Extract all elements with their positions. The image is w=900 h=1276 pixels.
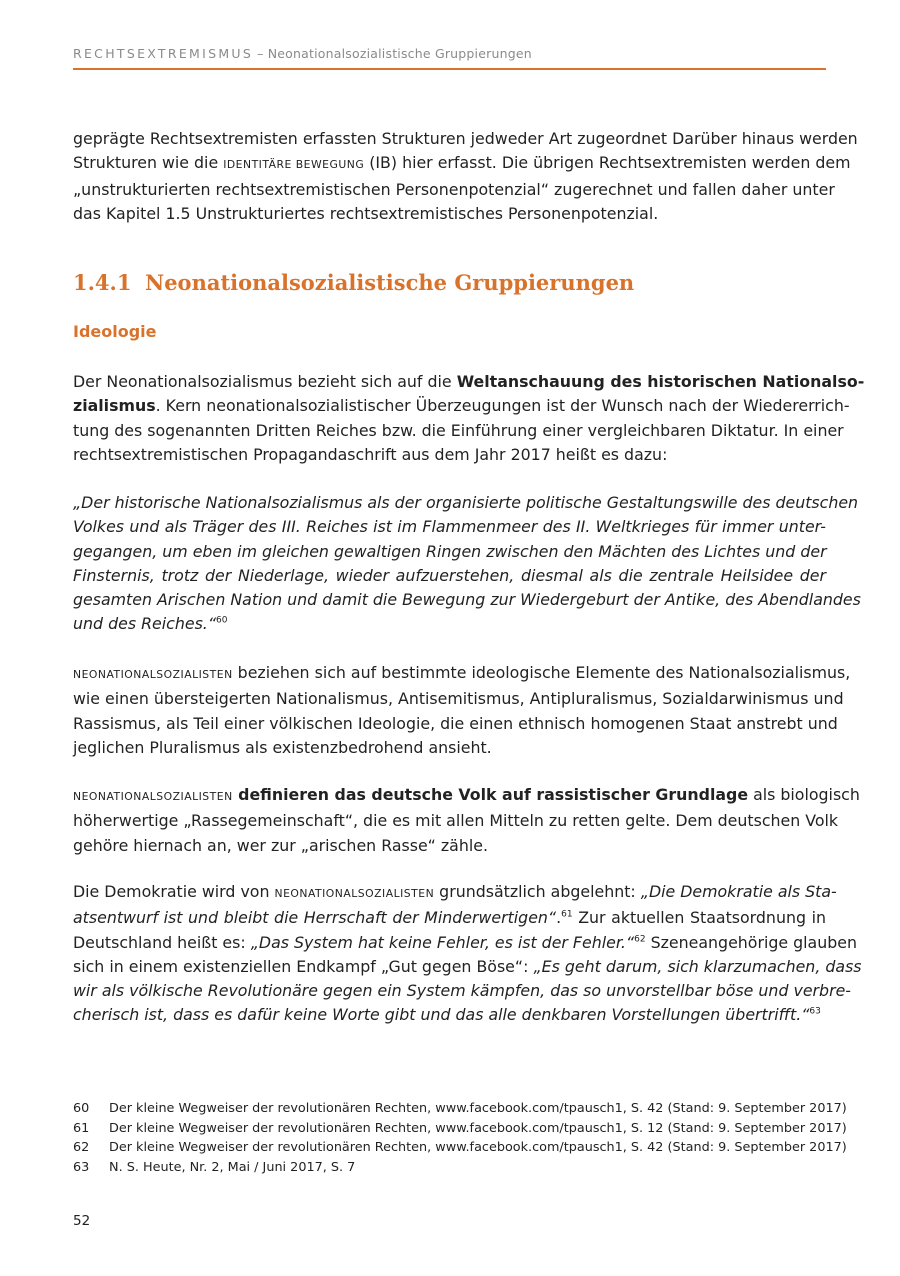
- quote-line: und des Reiches.“$^{60}$: [73, 614, 228, 634]
- header-subtitle: – Neonationalsozialistische Gruppierungen: [257, 46, 532, 61]
- text-line: „unstrukturierten rechtsextremistischen Personenpotenzial“ zugerechnet und fallen daher unter: [73, 179, 835, 199]
- footnote-text: Der kleine Wegweiser der revolutionären Rechten, www.facebook.com/tpausch1, S. 42 (Stand: 9. September 2017): [109, 1140, 847, 1155]
- text-line: NEONATIONALSOZIALISTEN definieren das deutsche Volk auf rassistischer Grundlage als biologisch: [73, 785, 860, 804]
- text-line: tung des sogenannten Dritten Reiches bzw. die Einführung einer vergleichbaren Diktatur. In einer: [73, 420, 844, 440]
- footnote-text: Der kleine Wegweiser der revolutionären Rechten, www.facebook.com/tpausch1, S. 42 (Stand: 9. September 2017): [109, 1101, 847, 1116]
- footnote-ref: 61: [561, 910, 573, 921]
- footnote-number: 60: [73, 1101, 90, 1116]
- running-header: [73, 46, 826, 70]
- paragraph-elements: [73, 661, 851, 760]
- small-caps-term: IDENTITÄRE BEWEGUNG: [223, 158, 365, 172]
- footnote-ref: 63: [809, 1007, 821, 1018]
- page-number: 52: [73, 1213, 91, 1229]
- section-title: Neonationalsozialistische Gruppierungen: [145, 270, 635, 295]
- footnote-text: Der kleine Wegweiser der revolutionären Rechten, www.facebook.com/tpausch1, S. 12 (Stand: 9. September 2017): [109, 1120, 847, 1136]
- paragraph-race: [73, 783, 860, 858]
- text-line: geprägte Rechtsextremisten erfassten Strukturen jedweder Art zugeordnet Darüber hinaus werden: [73, 129, 858, 148]
- text-line: sich in einem existenziellen Endkampf „Gut gegen Böse“: „Es geht darum, sich klarzumachen, dass: [73, 956, 862, 976]
- text-line: NEONATIONALSOZIALISTEN beziehen sich auf bestimmte ideologische Elemente des Nationalsozialismus,: [73, 663, 851, 682]
- footnote: [73, 1119, 847, 1139]
- section-heading: [73, 270, 634, 295]
- quote-line: gesamten Arischen Nation und damit die Bewegung zur Wiedergeburt der Antike, des Abendlandes: [73, 590, 861, 610]
- header-section: RECHTSEXTREMISMUS: [73, 46, 254, 61]
- text-line: höherwertige „Rassegemeinschaft“, die es mit allen Mitteln zu retten gelte. Dem deutschen Volk: [73, 811, 839, 831]
- text-line: jeglichen Pluralismus als existenzbedrohend ansieht.: [73, 737, 492, 757]
- intro-paragraph: [73, 127, 858, 226]
- text-line: wir als völkische Revolutionäre gegen ein System kämpfen, das so unvorstellbar böse und verbre-: [73, 981, 851, 1001]
- footnote-ref: 62: [634, 934, 646, 945]
- text-line: gehöre hiernach an, wer zur „arischen Rasse“ zähle.: [73, 835, 488, 855]
- text-line: wie einen übersteigerten Nationalismus, Antisemitismus, Antipluralismus, Sozialdarwinismus und: [73, 689, 844, 709]
- text-line: Strukturen wie die IDENTITÄRE BEWEGUNG (IB) hier erfasst. Die übrigen Rechtsextremisten werden dem: [73, 153, 851, 173]
- text-line: rechtsextremistischen Propagandaschrift aus dem Jahr 2017 heißt es dazu:: [73, 444, 668, 464]
- quote-line: „Der historische Nationalsozialismus als der organisierte politische Gestaltungswille des deutschen: [73, 493, 859, 512]
- footnote: [73, 1099, 847, 1119]
- text-line: atsentwurf ist und bleibt die Herrschaft der Minderwertigen“.$^{61}$ Zur aktuellen Staatsordnung in: [73, 908, 826, 928]
- block-quote: [73, 491, 861, 637]
- quote-line: Volkes und als Träger des III. Reiches ist im Flammenmeer des II. Weltkrieges für immer unter-: [73, 517, 826, 537]
- footnote: [73, 1158, 833, 1178]
- section-number: 1.4.1: [73, 270, 132, 295]
- text-line: Die Demokratie wird von NEONATIONALSOZIALISTEN grundsätzlich abgelehnt: „Die Demokratie als Sta-: [73, 882, 837, 901]
- text-line: Der Neonationalsozialismus bezieht sich auf die Weltanschauung des historischen Nationalso-: [73, 372, 865, 391]
- footnote: [73, 1138, 847, 1158]
- footnote-number: 63: [73, 1159, 90, 1175]
- paragraph-democracy: [73, 880, 862, 1028]
- footnotes: [73, 1099, 847, 1177]
- text-line: das Kapitel 1.5 Unstrukturiertes rechtsextremistisches Personenpotenzial.: [73, 203, 659, 223]
- paragraph-ideology: [73, 370, 865, 467]
- text-line: cherisch ist, dass es dafür keine Worte gibt und das alle denkbaren Vorstellungen übertrifft.“$^{63}$: [73, 1005, 821, 1025]
- quote-line: Finsternis, trotz der Niederlage, wieder aufzuerstehen, diesmal als die zentrale Heilsidee der: [73, 565, 826, 585]
- footnote-text: N. S. Heute, Nr. 2, Mai / Juni 2017, S. 7: [109, 1159, 356, 1175]
- subheading: Ideologie: [73, 322, 157, 341]
- footnote-number: 62: [73, 1140, 90, 1155]
- text-line: Rassismus, als Teil einer völkischen Ideologie, die einen ethnisch homogenen Staat anstrebt und: [73, 713, 838, 733]
- text-line: zialismus. Kern neonationalsozialistischer Überzeugungen ist der Wunsch nach der Wiedererrich-: [73, 396, 850, 416]
- quote-line: gegangen, um eben im gleichen gewaltigen Ringen zwischen den Mächten des Lichtes und der: [73, 541, 827, 561]
- text-line: Deutschland heißt es: „Das System hat keine Fehler, es ist der Fehler.“$^{62}$ Szeneangehörige glauben: [73, 932, 857, 952]
- footnote-ref: 60: [216, 616, 228, 627]
- footnote-number: 61: [73, 1120, 90, 1136]
